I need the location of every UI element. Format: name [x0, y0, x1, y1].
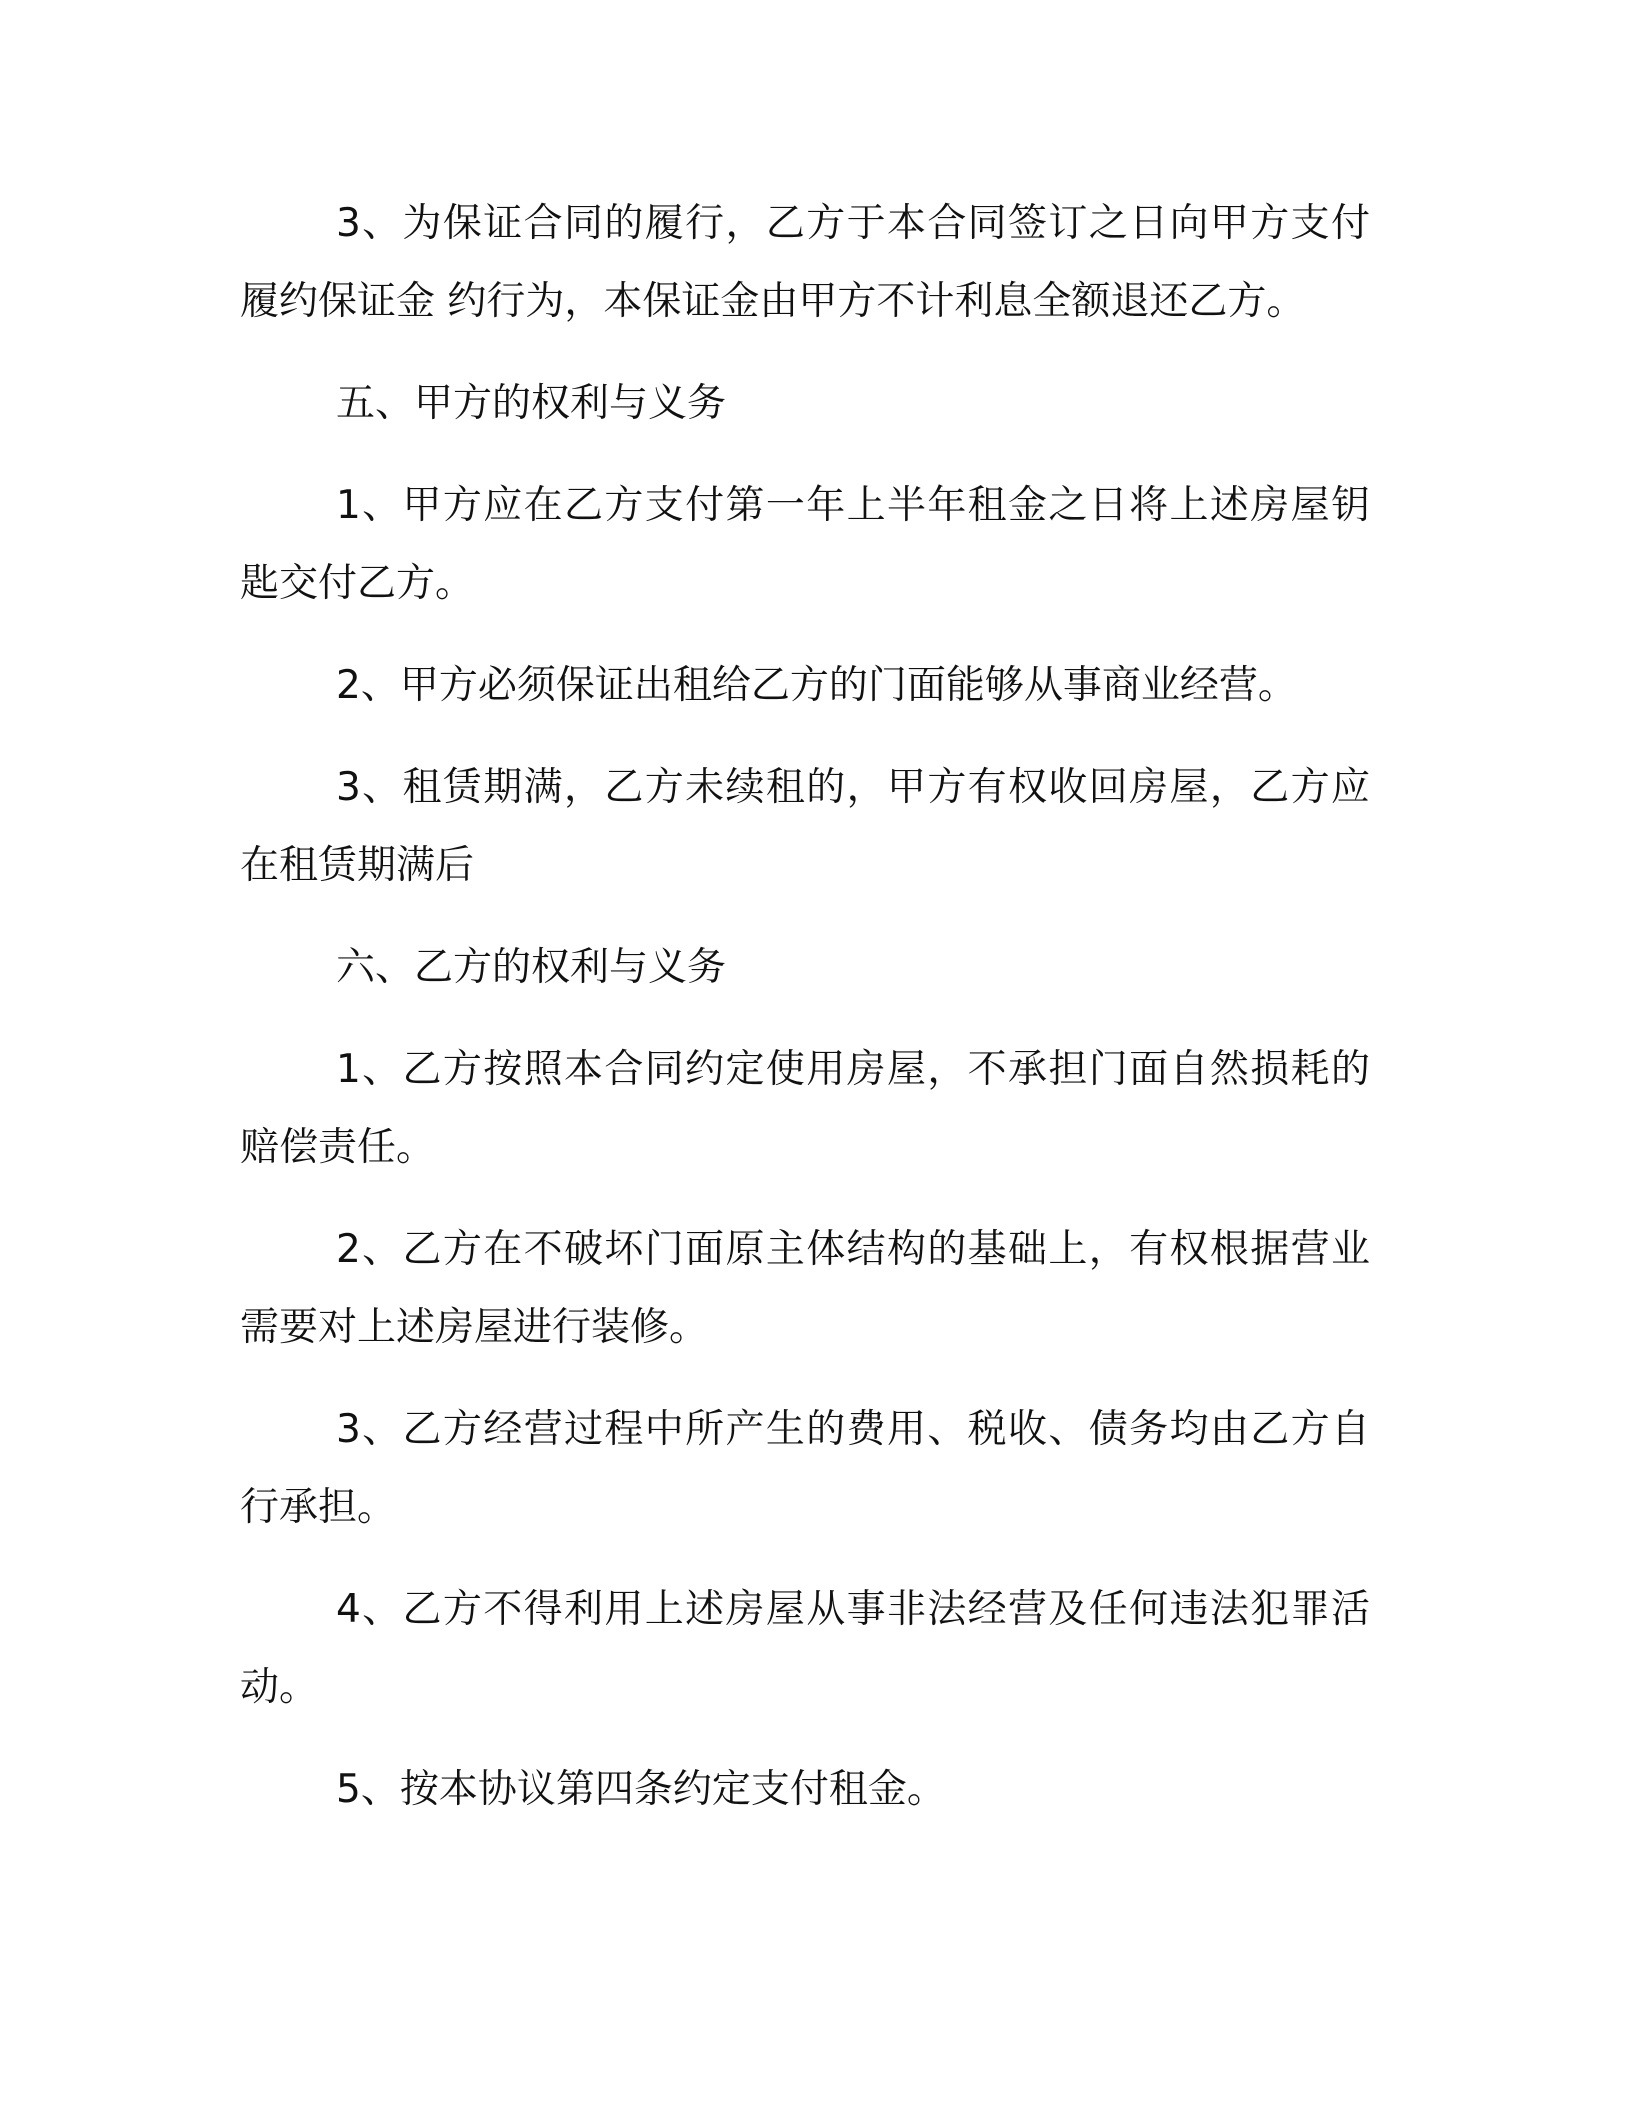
- clause-6-5: 5、按本协议第四条约定支付租金。: [336, 1767, 946, 1812]
- section-heading-6: 六、乙方的权利与义务: [336, 945, 727, 990]
- section-heading-5: 五、甲方的权利与义务: [336, 381, 727, 426]
- document-body: [240, 185, 1370, 1853]
- clause-5-1: 1、甲方应在乙方支付第一年上半年租金之日将上述房屋钥匙交付乙方。: [240, 483, 1370, 606]
- clause-4-3-deposit: 3、为保证合同的履行，乙方于本合同签订之日向甲方支付履约保证金 约行为，本保证金由甲方不计利息全额退还乙方。: [240, 201, 1370, 324]
- clause-5-3: 3、租赁期满，乙方未续租的，甲方有权收回房屋，乙方应在租赁期满后: [240, 765, 1370, 888]
- clause-5-2: 2、甲方必须保证出租给乙方的门面能够从事商业经营。: [336, 663, 1297, 708]
- clause-6-2: 2、乙方在不破坏门面原主体结构的基础上，有权根据营业需要对上述房屋进行装修。: [240, 1227, 1370, 1350]
- clause-6-4: 4、乙方不得利用上述房屋从事非法经营及任何违法犯罪活动。: [240, 1587, 1370, 1710]
- clause-6-3: 3、乙方经营过程中所产生的费用、税收、债务均由乙方自行承担。: [240, 1407, 1370, 1530]
- clause-6-1: 1、乙方按照本合同约定使用房屋，不承担门面自然损耗的赔偿责任。: [240, 1047, 1370, 1170]
